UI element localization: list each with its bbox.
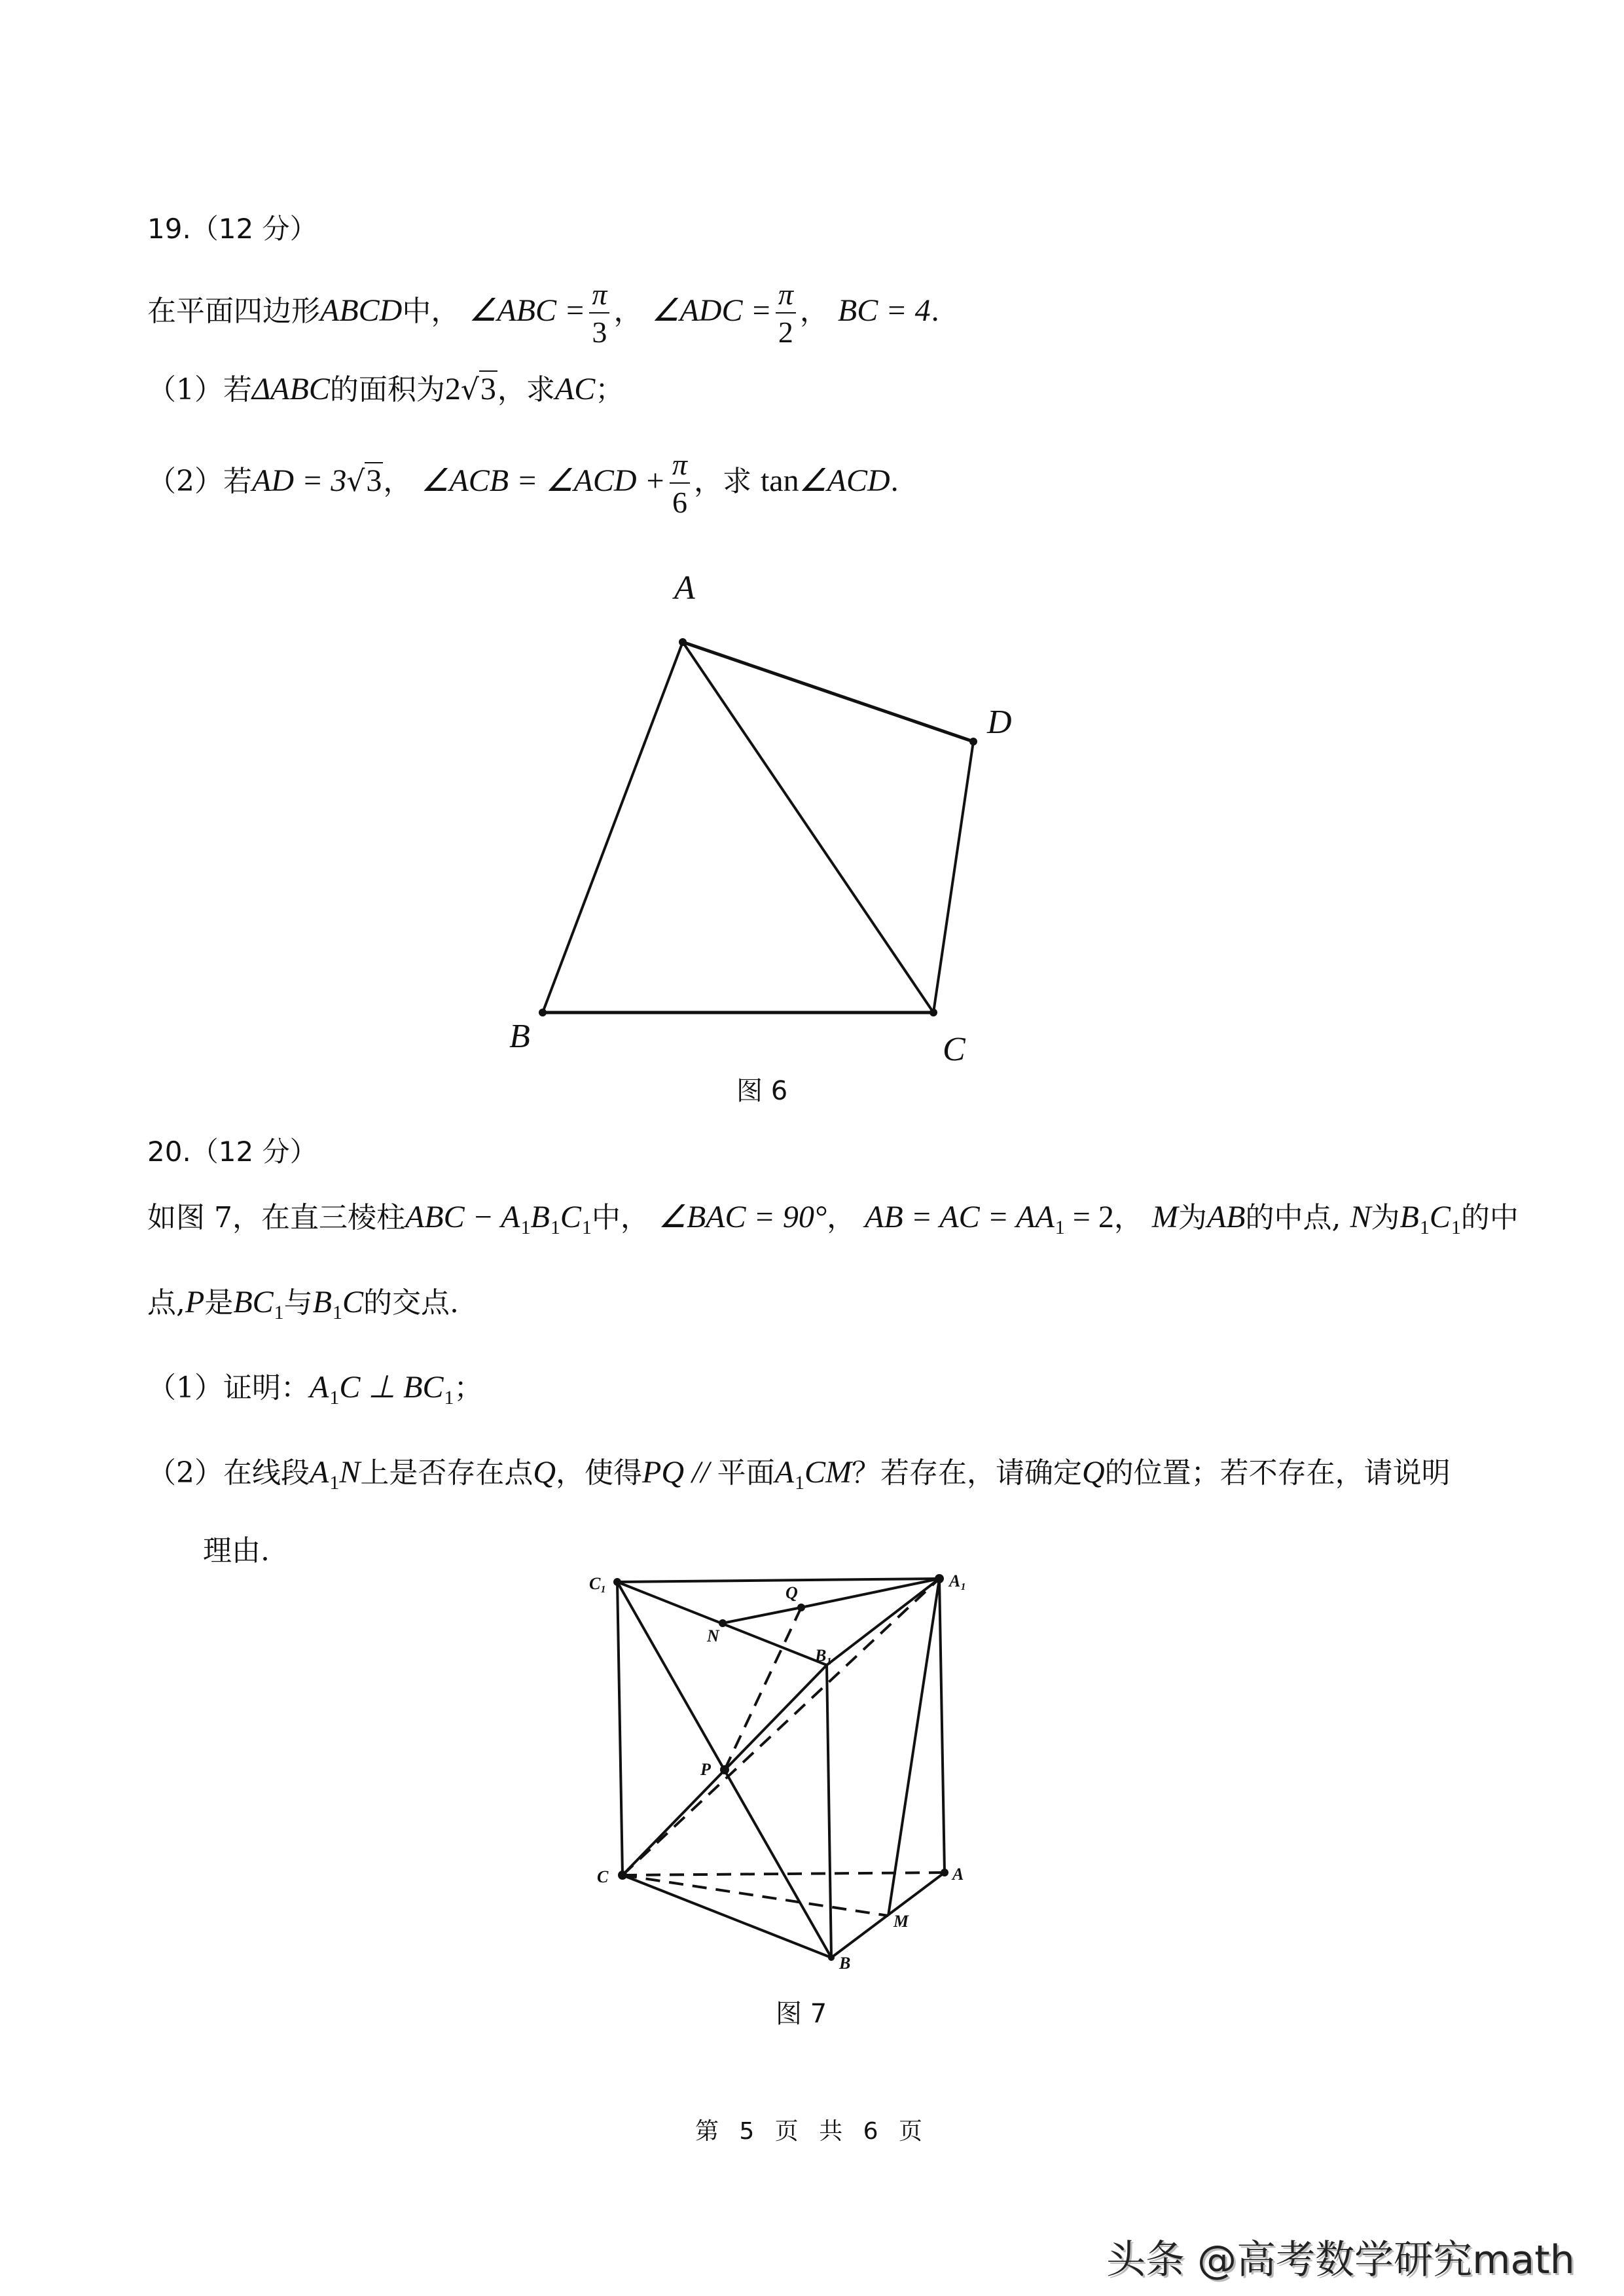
ad-length: AD = 3 [252, 463, 347, 498]
q20-header: 20.（12 分） [147, 1136, 317, 1168]
separator: ， [613, 295, 643, 328]
q19-intro-text: 在平面四边形 [147, 295, 320, 328]
subscript: 1 [1419, 1217, 1430, 1238]
point-n-ref: N [1350, 1200, 1371, 1234]
edge-c1c [617, 1582, 623, 1875]
label-b: B [509, 1018, 530, 1055]
point-q-ref: Q [1082, 1455, 1105, 1490]
segment-b1c: B [312, 1285, 332, 1319]
figure-7-caption: 图 7 [776, 1999, 827, 2029]
area-coefficient: 2 [444, 372, 461, 406]
edge-b1b [827, 1665, 831, 1958]
angle-abc: ∠ABC = [469, 293, 586, 328]
point-a1 [935, 1574, 944, 1583]
edge-ab [543, 642, 683, 1013]
parallel-symbol: // [684, 1455, 717, 1490]
segment-b1c1: C [1429, 1200, 1451, 1234]
semicolon: ； [595, 373, 624, 406]
figure-6-caption: 图 6 [736, 1076, 788, 1106]
point-c [618, 1871, 627, 1880]
watermark: 头条 @高考数学研究math [1106, 2237, 1575, 2283]
segment-a1c: C ⊥ [339, 1370, 404, 1405]
point-b [539, 1009, 547, 1016]
label-p: P [700, 1760, 711, 1779]
page-footer: 第 5 页 共 6 页 [695, 2118, 929, 2145]
point-a [941, 1869, 948, 1876]
segment-bc1: BC [403, 1370, 444, 1405]
edge-c1a1 [617, 1579, 939, 1582]
point-d [969, 738, 977, 745]
q20-part2-text: 平面 [717, 1456, 775, 1490]
segment-b1c1: B [1399, 1200, 1419, 1234]
q19-intro-text: 中， [402, 295, 460, 328]
q19-part1: （1）若ΔABC的面积为2√3，求AC； [147, 372, 624, 406]
part-label: （1）若 [147, 373, 252, 406]
point-c1 [613, 1578, 621, 1586]
part-label: （2）若 [147, 465, 252, 498]
part-label: （2）在线段 [147, 1456, 310, 1490]
subscript: 1 [550, 1217, 560, 1238]
edge-length-value: = 2 [1064, 1200, 1114, 1234]
subscript: 1 [274, 1302, 284, 1323]
q20-intro-line1 [147, 1198, 1519, 1247]
plane-a1cm: A [774, 1455, 794, 1490]
period: . [890, 465, 899, 498]
edge-a1m [888, 1579, 939, 1916]
label-d: D [987, 704, 1012, 741]
subscript: 1 [1451, 1217, 1461, 1238]
q20-intro-text: 与 [283, 1286, 313, 1319]
edge-a1a [939, 1579, 945, 1873]
fraction-denominator: 3 [592, 315, 607, 349]
label-a1: A₁ [949, 1571, 967, 1590]
point-n [719, 1619, 727, 1627]
q20-part2-continuation: 理由. [203, 1534, 270, 1568]
radicand: 3 [366, 463, 382, 498]
q20-intro-text: 为 [1371, 1201, 1400, 1234]
q19-part1-text: 的面积为 [329, 373, 445, 406]
separator: ， [827, 1201, 856, 1234]
angle-relation: ∠ACB = ∠ACD + [421, 463, 666, 498]
tan-function: tan [760, 463, 799, 498]
segment-a1n: N [339, 1455, 361, 1490]
fraction-numerator: π [670, 450, 690, 484]
edge-dc [933, 742, 973, 1013]
edge-cb [623, 1875, 831, 1958]
subscript: 1 [329, 1472, 340, 1494]
point-a [679, 638, 687, 646]
fraction-denominator: 2 [778, 315, 793, 349]
label-m: M [893, 1912, 909, 1931]
q20-intro-text: 中， [591, 1201, 649, 1234]
q20-intro-text: 如图 7，在直三棱柱 [147, 1201, 405, 1234]
radicand: 3 [480, 372, 496, 406]
period: . [930, 295, 940, 328]
q20-part2-text: ，使得 [556, 1456, 643, 1490]
separator: ， [383, 465, 412, 498]
angle-bac: ∠BAC = 90° [658, 1200, 827, 1234]
label-c: C [943, 1031, 965, 1068]
target-ac: AC [554, 372, 596, 406]
angle-adc: ∠ADC = [651, 293, 772, 328]
point-q-ref: Q [533, 1455, 556, 1490]
point-p [720, 1765, 729, 1774]
segment-a1c: A [310, 1370, 329, 1405]
target-angle-acd: ∠ACD [799, 463, 890, 498]
triangle-abc: ΔABC [252, 372, 330, 406]
point-m-ref: M [1151, 1200, 1178, 1234]
prism-name: B [530, 1200, 550, 1234]
label-a: A [674, 569, 695, 607]
q20-intro-line2 [147, 1283, 459, 1333]
subscript: 1 [520, 1217, 531, 1238]
fraction-denominator: 6 [672, 485, 687, 519]
plane-a1cm: CM [804, 1455, 852, 1490]
subscript: 1 [333, 1302, 342, 1323]
prism-name: C [560, 1200, 581, 1234]
label-n: N [707, 1626, 719, 1645]
separator: ， [799, 295, 829, 328]
q20-intro-text: 的中点, [1245, 1201, 1341, 1234]
q20-intro-text: 的中 [1460, 1201, 1519, 1234]
label-b: B [839, 1954, 851, 1973]
q20-intro-text: 点, [147, 1286, 185, 1319]
point-b [828, 1954, 835, 1961]
edge-nq [723, 1607, 801, 1623]
label-c1: C₁ [589, 1574, 607, 1593]
label-b1: B₁ [815, 1646, 833, 1665]
point-p-ref: P [185, 1285, 205, 1319]
subscript: 1 [444, 1387, 454, 1408]
edge-ca1-hidden [623, 1579, 939, 1875]
q19-part2-text: ，求 [693, 465, 761, 498]
label-q: Q [785, 1583, 798, 1602]
semicolon: ； [454, 1371, 483, 1405]
q19-part1-text: ，求 [497, 373, 555, 406]
part-label: （1）证明： [147, 1371, 310, 1405]
quad-name: ABCD [320, 293, 403, 328]
fraction-numerator: π [589, 279, 609, 314]
q20-part2 [147, 1453, 1451, 1503]
label-c: C [597, 1867, 609, 1886]
q20-part2-text: 的位置；若不存在，请说明 [1104, 1456, 1451, 1490]
edge-cm-hidden [623, 1875, 888, 1916]
fraction-numerator: π [776, 279, 796, 314]
q20-intro-text: 是 [204, 1286, 234, 1319]
subscript: 1 [795, 1472, 804, 1494]
point-c [929, 1009, 937, 1016]
edge-lengths: AB = AC = AA [865, 1200, 1055, 1234]
bc-length: BC = 4 [837, 293, 931, 328]
separator: ， [1113, 1201, 1143, 1234]
q20-part2-text: 上是否存在点 [360, 1456, 533, 1490]
point-q [797, 1604, 805, 1611]
edge-ac [683, 642, 933, 1013]
segment-bc1: BC [233, 1285, 274, 1319]
segment-b1c: C [342, 1285, 364, 1319]
subscript: 1 [1055, 1217, 1065, 1238]
label-a: A [952, 1865, 964, 1884]
subscript: 1 [581, 1217, 592, 1238]
q19-part2: （2）若AD = 3√3， ∠ACB = ∠ACD + $\frac{\pi}{6}$ ，求 tan∠ACD. [147, 447, 899, 519]
segment-ab: AB [1206, 1200, 1246, 1234]
segment-pq: PQ [642, 1455, 684, 1490]
edge-ad [683, 642, 973, 742]
subscript: 1 [329, 1387, 340, 1408]
q20-intro-text: 的交点. [363, 1286, 460, 1319]
q19-header: 19.（12 分） [147, 213, 317, 245]
prism-name: ABC − A [405, 1200, 520, 1234]
q20-part2-text: ？若存在，请确定 [852, 1456, 1082, 1490]
q20-intro-text: 为 [1178, 1201, 1207, 1234]
q20-part1 [147, 1368, 483, 1418]
segment-a1n: A [310, 1455, 329, 1490]
